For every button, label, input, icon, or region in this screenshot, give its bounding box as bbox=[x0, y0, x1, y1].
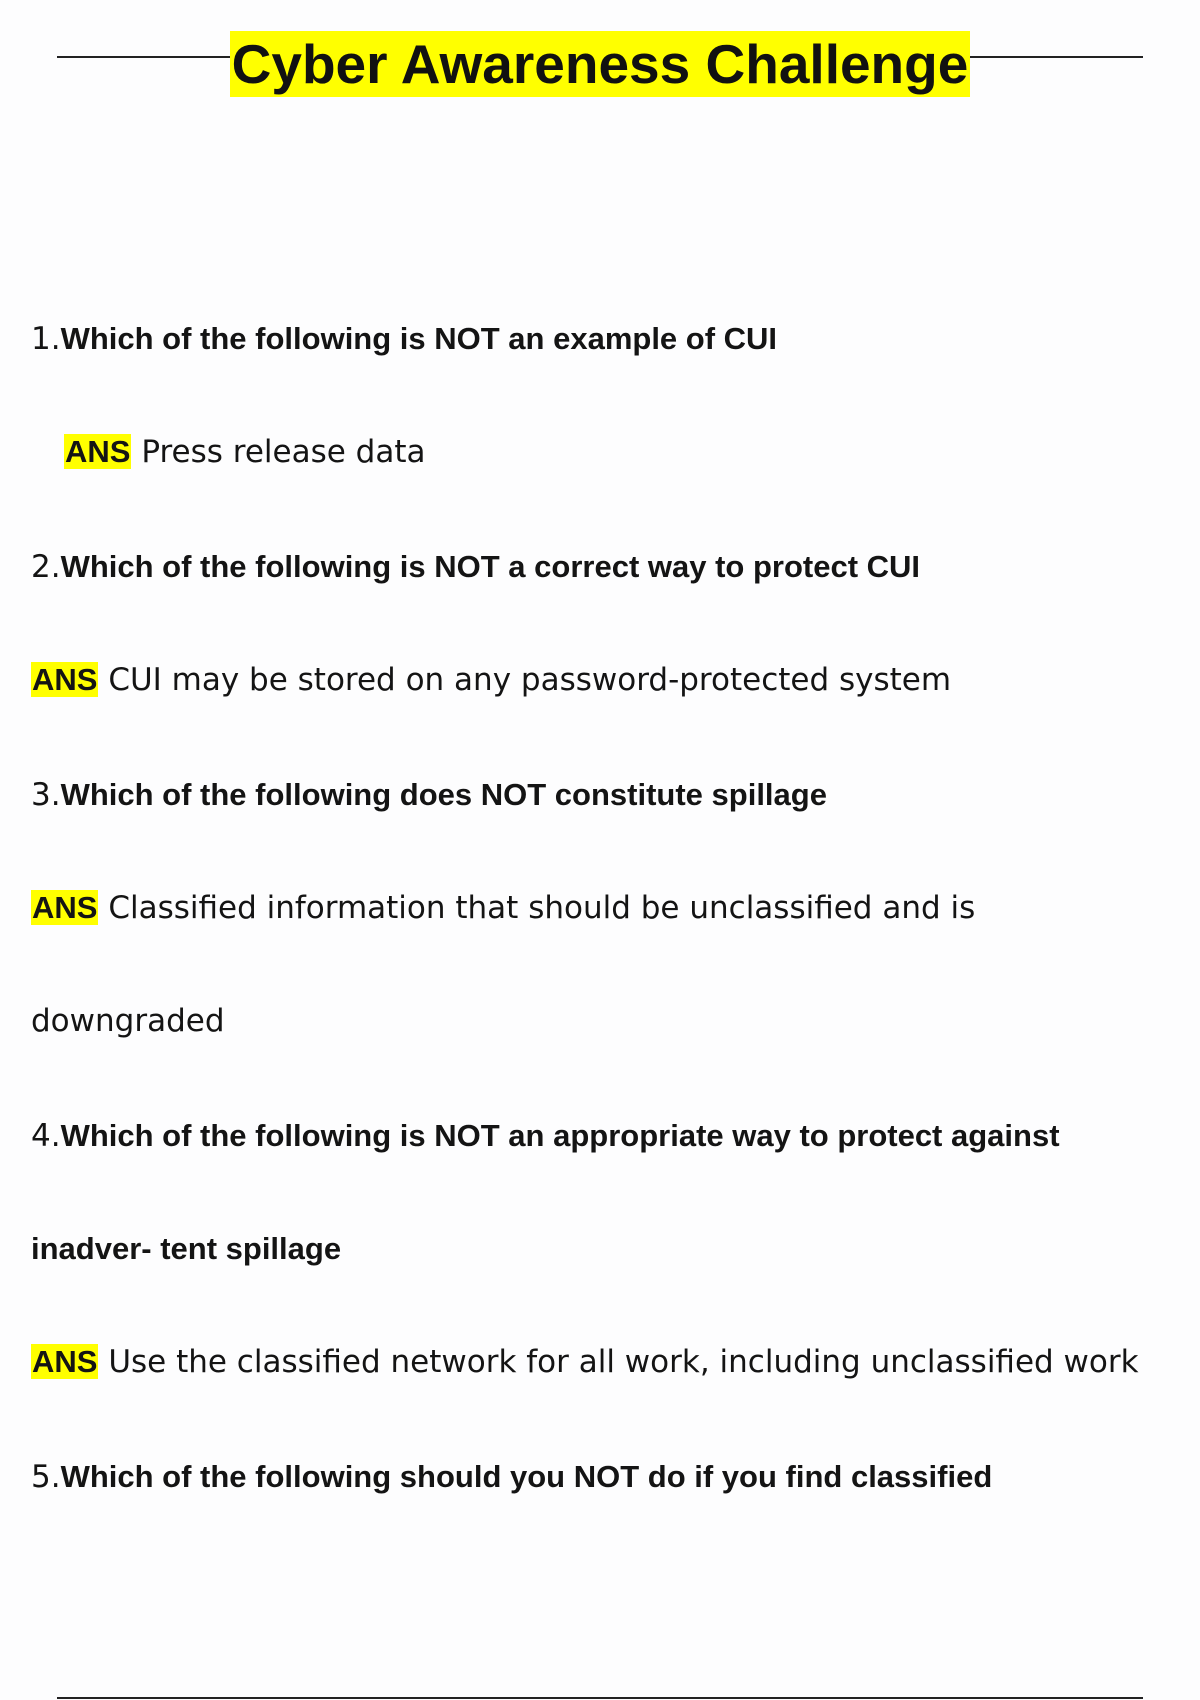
question-text: Which of the following should you NOT do if you find classified bbox=[60, 1459, 993, 1494]
question-4-continued bbox=[31, 1229, 341, 1269]
footer-rule bbox=[57, 1697, 1143, 1699]
answer-text: downgraded bbox=[31, 1003, 225, 1039]
answer-text: Use the classified network for all work, including unclassified work bbox=[108, 1344, 1139, 1380]
question-text: Which of the following is NOT an example of CUI bbox=[60, 321, 778, 356]
ans-label: ANS bbox=[65, 434, 131, 469]
question-text: Which of the following is NOT an appropriate way to protect against bbox=[60, 1118, 1060, 1153]
question-3 bbox=[31, 775, 827, 815]
ans-label: ANS bbox=[32, 662, 98, 697]
question-2 bbox=[31, 547, 920, 587]
answer-2 bbox=[31, 660, 951, 700]
answer-text: Classified information that should be unclassified and is bbox=[108, 890, 976, 926]
answer-text: CUI may be stored on any password-protected system bbox=[108, 662, 952, 698]
ans-label: ANS bbox=[32, 1344, 98, 1379]
question-number: 4. bbox=[31, 1118, 61, 1154]
document-title: Cyber Awareness Challenge bbox=[231, 33, 969, 95]
answer-4 bbox=[31, 1342, 1139, 1382]
ans-label: ANS bbox=[32, 890, 98, 925]
question-5 bbox=[31, 1457, 992, 1497]
answer-1 bbox=[64, 432, 425, 472]
title-block bbox=[0, 31, 1200, 97]
answer-3 bbox=[31, 888, 975, 928]
question-number: 2. bbox=[31, 549, 61, 585]
question-number: 3. bbox=[31, 777, 61, 813]
question-4 bbox=[31, 1116, 1060, 1156]
answer-3-continued bbox=[31, 1001, 225, 1041]
answer-text: Press release data bbox=[141, 434, 426, 470]
question-1 bbox=[31, 319, 777, 359]
question-text: Which of the following does NOT constitute spillage bbox=[60, 777, 827, 812]
question-text: inadver- tent spillage bbox=[31, 1231, 342, 1266]
question-number: 5. bbox=[31, 1459, 61, 1495]
question-number: 1. bbox=[31, 321, 61, 357]
question-text: Which of the following is NOT a correct way to protect CUI bbox=[60, 549, 921, 584]
